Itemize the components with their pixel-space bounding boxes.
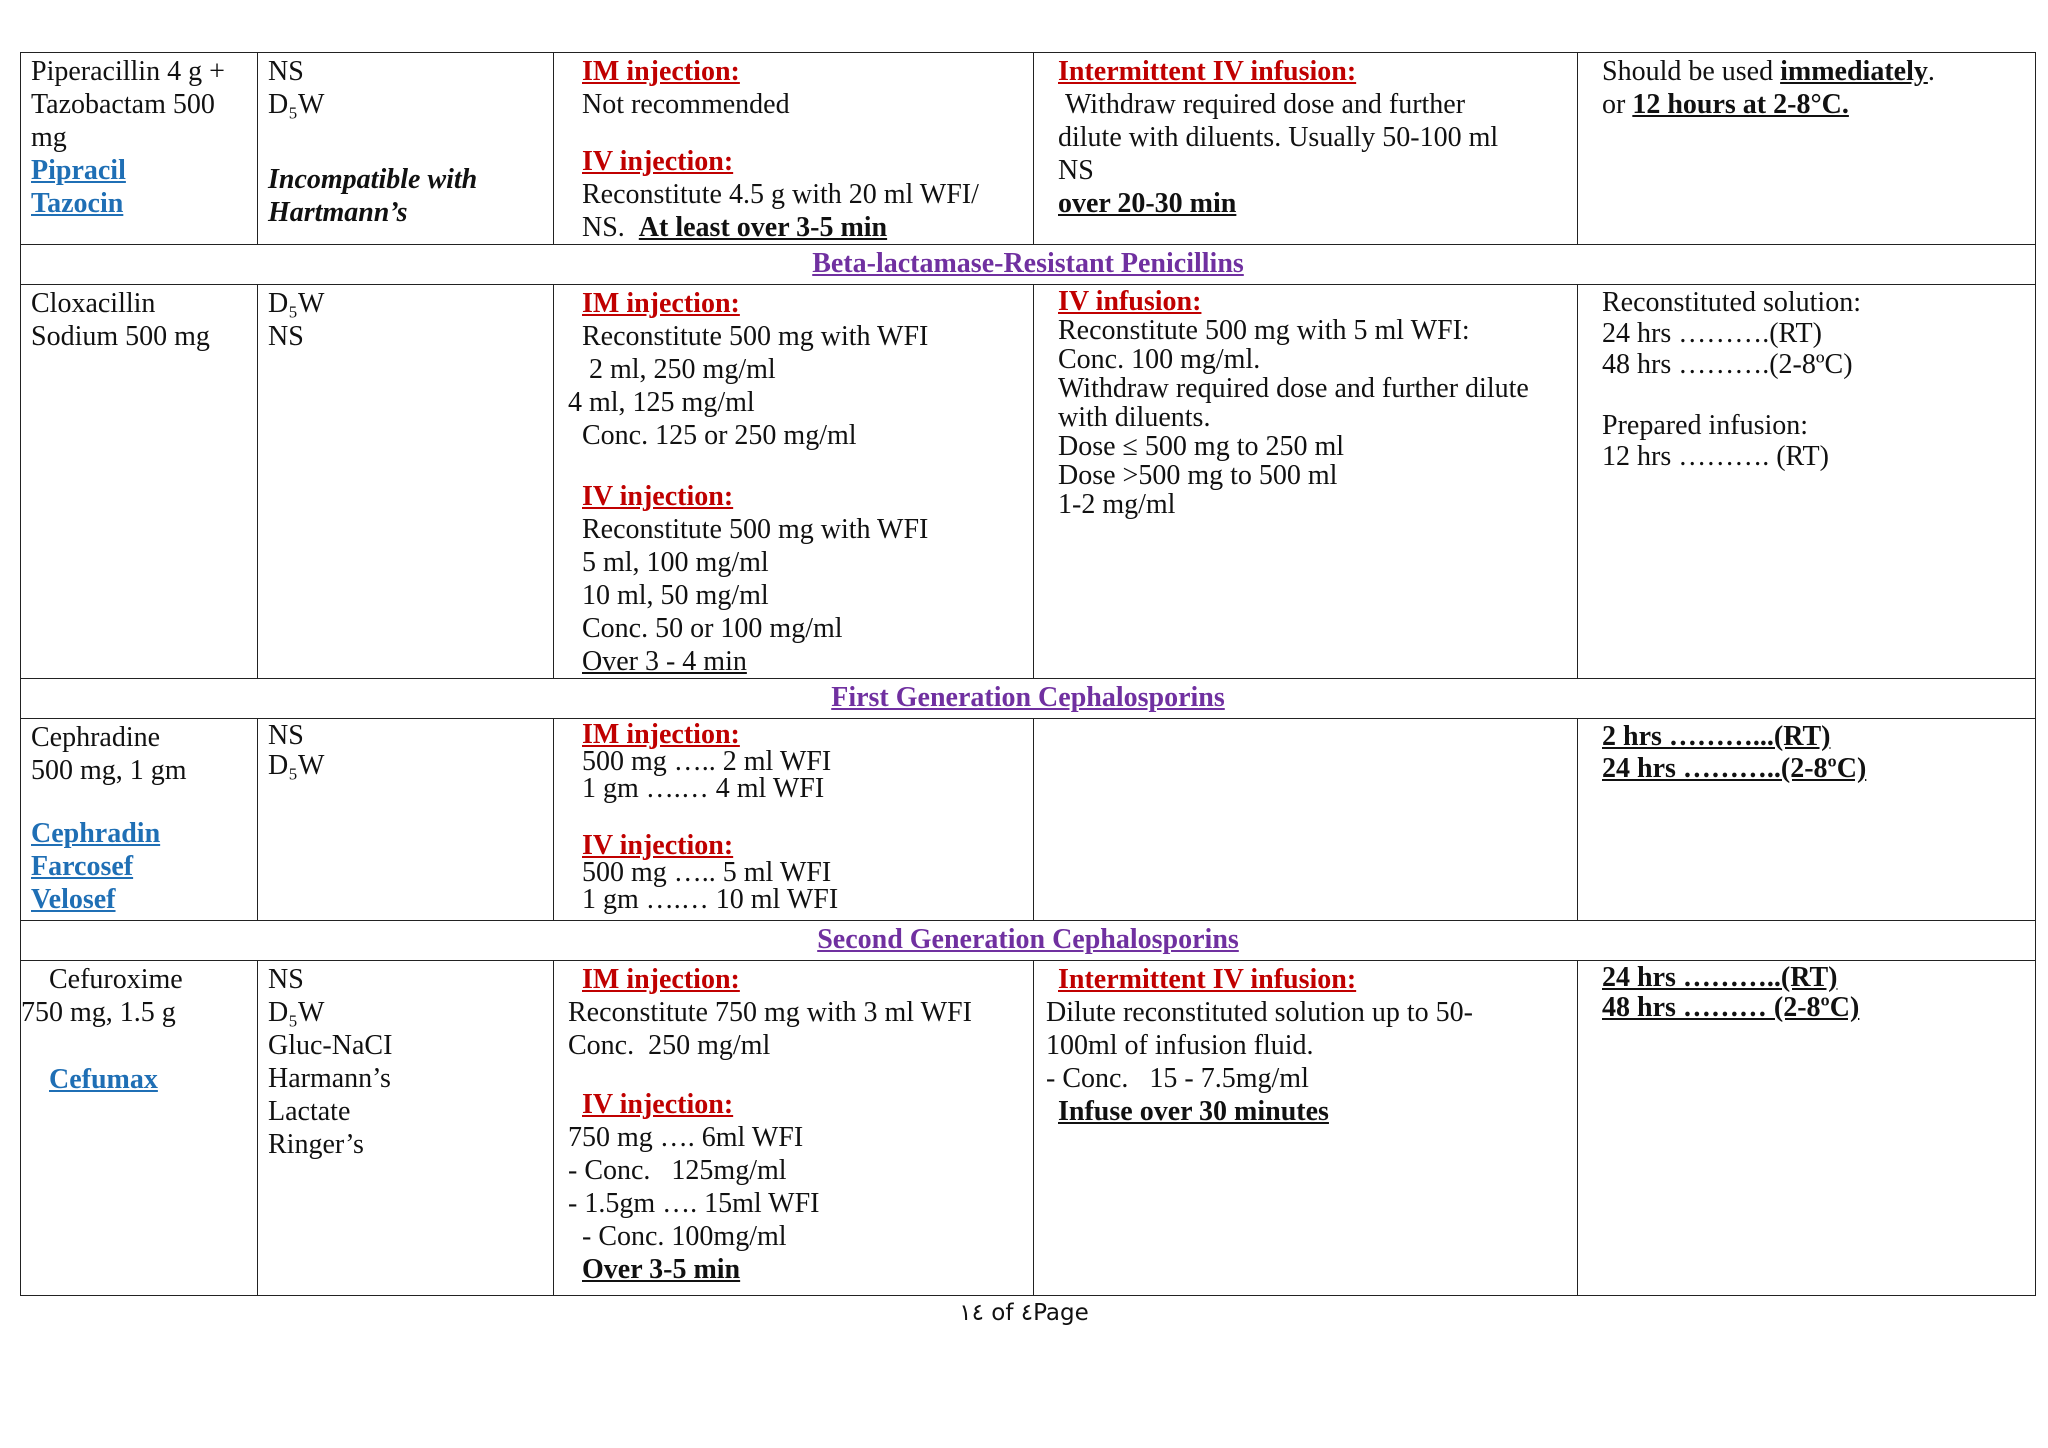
diluent-cell [258,719,554,921]
iv-injection-duration: At least over 3-5 min [638,212,888,243]
iv-injection-duration: Over 3-5 min [582,1254,741,1285]
iv-injection-duration: Over 3 - 4 min [582,646,747,677]
iv-injection-text: - 1.5gm …. 15ml WFI [568,1188,820,1219]
drug-name: mg [31,122,67,153]
diluent: D₅W [268,750,325,781]
iv-injection-text: Reconstitute 500 mg with WFI [582,514,929,545]
section-title: Second Generation Cephalosporins [21,921,2036,961]
infusion-text: with diluents. [1058,402,1211,433]
iv-injection-heading: IV injection: [582,1089,734,1120]
brand-link[interactable]: Cefumax [49,1064,158,1095]
diluent: Lactate [268,1096,351,1127]
brand-link[interactable]: Pipracil [31,155,126,186]
stability-text: or [1602,89,1633,120]
im-injection-heading: IM injection: [582,719,740,750]
brand-link[interactable]: Farcosef [31,851,134,882]
brand-link[interactable]: Tazocin [31,188,124,219]
infusion-text: Withdraw required dose and further dilute [1058,373,1529,404]
stability-text: Should be used [1602,56,1781,87]
drug-name: Cefuroxime [49,964,183,995]
section-header-row [21,921,2036,961]
injection-cell [554,719,1034,921]
stability-emphasis: immediately [1780,56,1928,87]
stability-text: 48 hrs ……… (2-8ºC) [1602,992,1860,1023]
diluent-cell [258,53,554,245]
diluent: Gluc-NaCI [268,1030,393,1061]
brand-link[interactable]: Cephradin [31,818,161,849]
im-injection-text: 2 ml, 250 mg/ml [582,354,776,385]
stability-text: 24 hrs ………..(2-8ºC) [1602,753,1867,784]
infusion-cell [1034,53,1578,245]
drug-name: 500 mg, 1 gm [31,755,187,786]
injection-cell [554,285,1034,679]
infusion-text: - Conc. 15 - 7.5mg/ml [1046,1063,1309,1094]
stability-text: Reconstituted solution: [1602,287,1861,318]
im-injection-text: Reconstitute 500 mg with WFI [582,321,929,352]
stability-cell [1578,961,2036,1296]
iv-injection-text: 5 ml, 100 mg/ml [582,547,769,578]
im-injection-text: Conc. 125 or 250 mg/ml [582,420,857,451]
diluent-cell [258,961,554,1296]
im-injection-text: 4 ml, 125 mg/ml [568,387,755,418]
drug-name: Piperacillin 4 g + [31,56,225,87]
im-injection-heading: IM injection: [582,56,740,87]
infusion-text: Conc. 100 mg/ml. [1058,344,1261,375]
iv-injection-text: NS. [582,212,639,243]
stability-text: 12 hrs ………. (RT) [1602,441,1829,472]
stability-text: 2 hrs ………...(RT) [1602,721,1831,752]
injection-cell [554,961,1034,1296]
diluent: Harmann’s [268,1063,391,1094]
incompatibility-note: Hartmann’s [268,197,408,228]
infusion-text: NS [1058,155,1094,186]
table-row [21,961,2036,1296]
iv-injection-heading: IV injection: [582,146,734,177]
table-row [21,719,2036,921]
stability-text: 48 hrs ……….(2-8ºC) [1602,349,1853,380]
drug-cell [21,285,258,679]
iv-injection-text: - Conc. 125mg/ml [568,1155,787,1186]
table-row [21,53,2036,245]
iv-injection-text: Conc. 50 or 100 mg/ml [582,613,843,644]
infusion-cell [1034,285,1578,679]
drug-name: Cephradine [31,722,161,753]
im-injection-heading: IM injection: [582,288,740,319]
stability-cell [1578,719,2036,921]
iv-injection-text: 750 mg …. 6ml WFI [568,1122,804,1153]
im-injection-text: 1 gm ….… 4 ml WFI [582,773,825,804]
section-header-row [21,679,2036,719]
drug-reconstitution-table [20,52,2036,1296]
drug-name: Cloxacillin [31,288,156,319]
iv-injection-text: - Conc. 100mg/ml [568,1221,787,1252]
stability-emphasis: 12 hours at 2-8°C. [1632,89,1849,120]
infusion-text: Dose >500 mg to 500 ml [1058,460,1338,491]
iv-injection-text: 1 gm ….… 10 ml WFI [582,884,839,915]
brand-link[interactable]: Velosef [31,884,116,915]
drug-name: 750 mg, 1.5 g [21,997,176,1028]
diluent: NS [268,964,304,995]
iv-injection-text: Reconstitute 4.5 g with 20 ml WFI/ [582,179,979,210]
drug-cell [21,719,258,921]
table-row [21,285,2036,679]
infusion-heading: Intermittent IV infusion: [1058,56,1357,87]
infusion-duration: Infuse over 30 minutes [1058,1096,1329,1127]
section-header-row [21,245,2036,285]
infusion-text: 1-2 mg/ml [1058,489,1176,520]
infusion-text: Dilute reconstituted solution up to 50- [1046,997,1473,1028]
iv-injection-heading: IV injection: [582,830,734,861]
iv-injection-text: 500 mg ….. 5 ml WFI [582,857,832,888]
injection-cell [554,53,1034,245]
section-title: Beta-lactamase-Resistant Penicillins [21,245,2036,285]
infusion-duration: over 20-30 min [1058,188,1237,219]
diluent: NS [268,56,304,87]
drug-cell [21,961,258,1296]
stability-text: 24 hrs ………..(RT) [1602,962,1838,993]
im-injection-heading: IM injection: [582,964,740,995]
infusion-cell [1034,719,1578,921]
im-injection-text: Not recommended [582,89,790,120]
stability-text: Prepared infusion: [1602,410,1809,441]
diluent-cell [258,285,554,679]
diluent: NS [268,321,304,352]
im-injection-text: 500 mg ….. 2 ml WFI [582,746,832,777]
diluent: D₅W [268,89,325,120]
infusion-text: dilute with diluents. Usually 50-100 ml [1058,122,1499,153]
infusion-text: Dose ≤ 500 mg to 250 ml [1058,431,1345,462]
stability-text: 24 hrs ……….(RT) [1602,318,1822,349]
stability-cell [1578,53,2036,245]
drug-name: Tazobactam 500 [31,89,215,120]
diluent: Ringer’s [268,1129,364,1160]
drug-cell [21,53,258,245]
stability-cell [1578,285,2036,679]
im-injection-text: Conc. 250 mg/ml [568,1030,771,1061]
infusion-heading: IV infusion: [1058,286,1202,317]
infusion-heading: Intermittent IV infusion: [1058,964,1357,995]
diluent: NS [268,720,304,751]
diluent: D₅W [268,288,325,319]
iv-injection-text: 10 ml, 50 mg/ml [582,580,769,611]
infusion-text: 100ml of infusion fluid. [1046,1030,1314,1061]
infusion-text: Withdraw required dose and further [1058,89,1466,120]
infusion-text: Reconstitute 500 mg with 5 ml WFI: [1058,315,1470,346]
im-injection-text: Reconstitute 750 mg with 3 ml WFI [568,997,972,1028]
stability-text: . [1927,56,1935,87]
infusion-cell [1034,961,1578,1296]
diluent: D₅W [268,997,325,1028]
iv-injection-heading: IV injection: [582,481,734,512]
incompatibility-note: Incompatible with [268,164,478,195]
drug-name: Sodium 500 mg [31,321,210,352]
section-title: First Generation Cephalosporins [21,679,2036,719]
page-footer: ١٤ of ٤Page [959,1300,1089,1326]
